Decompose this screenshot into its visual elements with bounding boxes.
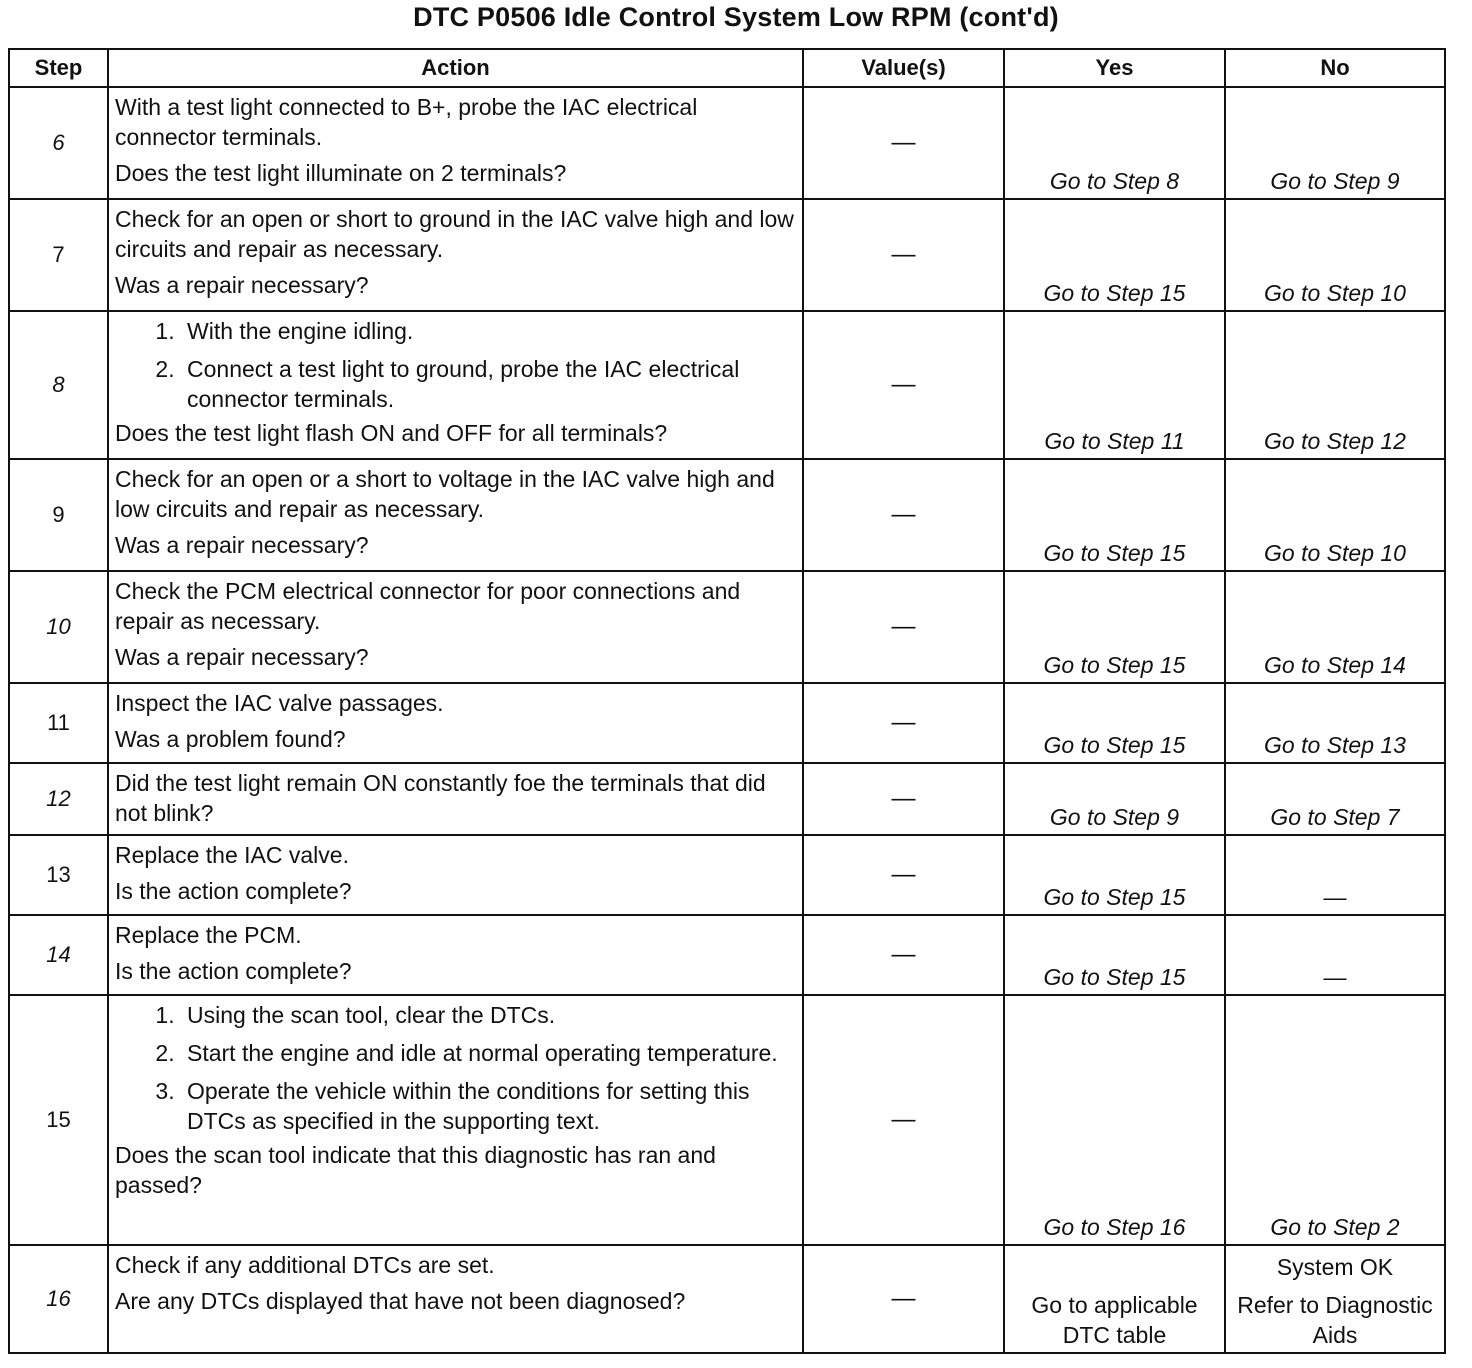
action-list — [115, 1000, 796, 1136]
value-cell: — — [803, 87, 1004, 199]
diagnostic-table — [8, 48, 1446, 1354]
no-cell-line: System OK — [1276, 1254, 1394, 1280]
action-text: Replace the PCM. — [115, 922, 302, 948]
table-row — [9, 311, 1445, 459]
action-question: Does the scan tool indicate that this diagnostic has ran and passed? — [115, 1142, 716, 1198]
action-question: Is the action complete? — [115, 958, 352, 984]
header-step: Step — [9, 49, 108, 87]
action-question: Does the test light illuminate on 2 terminals? — [115, 160, 567, 186]
action-text: Replace the IAC valve. — [115, 842, 349, 868]
step-number: 12 — [9, 763, 108, 835]
header-yes: Yes — [1004, 49, 1225, 87]
yes-cell: Go to Step 15 — [1004, 915, 1225, 995]
value-cell: — — [803, 571, 1004, 683]
action-text: Check the PCM electrical connector for poor connections and repair as necessary. — [115, 578, 741, 634]
yes-cell: Go to Step 15 — [1004, 835, 1225, 915]
action-text: Check for an open or a short to voltage in the IAC valve high and low circuits and repair as necessary. — [115, 466, 775, 522]
table-row — [9, 683, 1445, 763]
page-title: DTC P0506 Idle Control System Low RPM (cont'd) — [413, 2, 1059, 32]
step-number: 11 — [9, 683, 108, 763]
action-cell — [108, 459, 803, 571]
action-cell — [108, 995, 803, 1245]
step-number: 6 — [9, 87, 108, 199]
action-cell — [108, 1245, 803, 1353]
yes-cell: Go to applicable DTC table — [1004, 1245, 1225, 1353]
no-cell: Go to Step 2 — [1225, 995, 1445, 1245]
action-question: Was a repair necessary? — [115, 644, 369, 670]
action-text: Did the test light remain ON constantly foe the terminals that did not blink? — [115, 770, 766, 826]
value-cell: — — [803, 199, 1004, 311]
action-question: Does the test light flash ON and OFF for all terminals? — [115, 420, 668, 446]
action-cell — [108, 571, 803, 683]
step-number: 13 — [9, 835, 108, 915]
value-cell: — — [803, 915, 1004, 995]
table-row — [9, 199, 1445, 311]
table-row — [9, 87, 1445, 199]
yes-cell: Go to Step 9 — [1004, 763, 1225, 835]
action-question: Was a repair necessary? — [115, 532, 369, 558]
action-question: Is the action complete? — [115, 878, 352, 904]
action-list-item: 1. Using the scan tool, clear the DTCs. — [181, 1000, 796, 1030]
action-cell — [108, 87, 803, 199]
yes-cell: Go to Step 8 — [1004, 87, 1225, 199]
action-question: Are any DTCs displayed that have not been diagnosed? — [115, 1288, 686, 1314]
value-cell: — — [803, 311, 1004, 459]
action-cell — [108, 763, 803, 835]
yes-cell: Go to Step 15 — [1004, 571, 1225, 683]
action-question: Was a problem found? — [115, 726, 346, 752]
header-no: No — [1225, 49, 1445, 87]
action-list-item: 1. With the engine idling. — [181, 316, 796, 346]
value-cell: — — [803, 835, 1004, 915]
action-text: Check for an open or short to ground in the IAC valve high and low circuits and repair as necessary. — [115, 206, 794, 262]
no-cell: — — [1225, 915, 1445, 995]
no-cell: Go to Step 10 — [1225, 459, 1445, 571]
action-question: Was a repair necessary? — [115, 272, 369, 298]
value-cell: — — [803, 995, 1004, 1245]
yes-cell: Go to Step 16 — [1004, 995, 1225, 1245]
step-number: 7 — [9, 199, 108, 311]
table-row — [9, 915, 1445, 995]
value-cell: — — [803, 459, 1004, 571]
table-row — [9, 763, 1445, 835]
action-cell — [108, 835, 803, 915]
table-row — [9, 571, 1445, 683]
action-list-item: 3. Operate the vehicle within the conditions for setting this DTCs as specified in the supporting text. — [181, 1076, 796, 1136]
yes-cell: Go to Step 11 — [1004, 311, 1225, 459]
table-row — [9, 835, 1445, 915]
action-cell — [108, 683, 803, 763]
yes-cell: Go to Step 15 — [1004, 199, 1225, 311]
table-row — [9, 459, 1445, 571]
no-cell: Go to Step 12 — [1225, 311, 1445, 459]
no-cell-line: Refer to Diagnostic Aids — [1237, 1292, 1433, 1348]
action-cell — [108, 199, 803, 311]
no-cell: Go to Step 14 — [1225, 571, 1445, 683]
no-cell: Go to Step 13 — [1225, 683, 1445, 763]
value-cell: — — [803, 683, 1004, 763]
action-list — [115, 316, 796, 414]
step-number: 9 — [9, 459, 108, 571]
step-number: 14 — [9, 915, 108, 995]
no-cell — [1225, 1245, 1445, 1353]
action-list-item: 2. Connect a test light to ground, probe the IAC electrical connector terminals. — [181, 354, 796, 414]
step-number: 10 — [9, 571, 108, 683]
value-cell: — — [803, 763, 1004, 835]
table-row — [9, 995, 1445, 1245]
action-text: With a test light connected to B+, probe the IAC electrical connector terminals. — [115, 94, 698, 150]
action-text: Check if any additional DTCs are set. — [115, 1252, 495, 1278]
no-cell: Go to Step 7 — [1225, 763, 1445, 835]
step-number: 15 — [9, 995, 108, 1245]
header-values: Value(s) — [803, 49, 1004, 87]
value-cell: — — [803, 1245, 1004, 1353]
yes-cell: Go to Step 15 — [1004, 683, 1225, 763]
step-number: 16 — [9, 1245, 108, 1353]
no-cell: Go to Step 9 — [1225, 87, 1445, 199]
header-action: Action — [108, 49, 803, 87]
step-number: 8 — [9, 311, 108, 459]
no-cell: — — [1225, 835, 1445, 915]
action-list-item: 2. Start the engine and idle at normal operating temperature. — [181, 1038, 796, 1068]
action-text: Inspect the IAC valve passages. — [115, 690, 444, 716]
yes-cell: Go to Step 15 — [1004, 459, 1225, 571]
action-cell — [108, 915, 803, 995]
table-row — [9, 1245, 1445, 1353]
header-row — [9, 49, 1445, 87]
no-cell: Go to Step 10 — [1225, 199, 1445, 311]
action-cell — [108, 311, 803, 459]
